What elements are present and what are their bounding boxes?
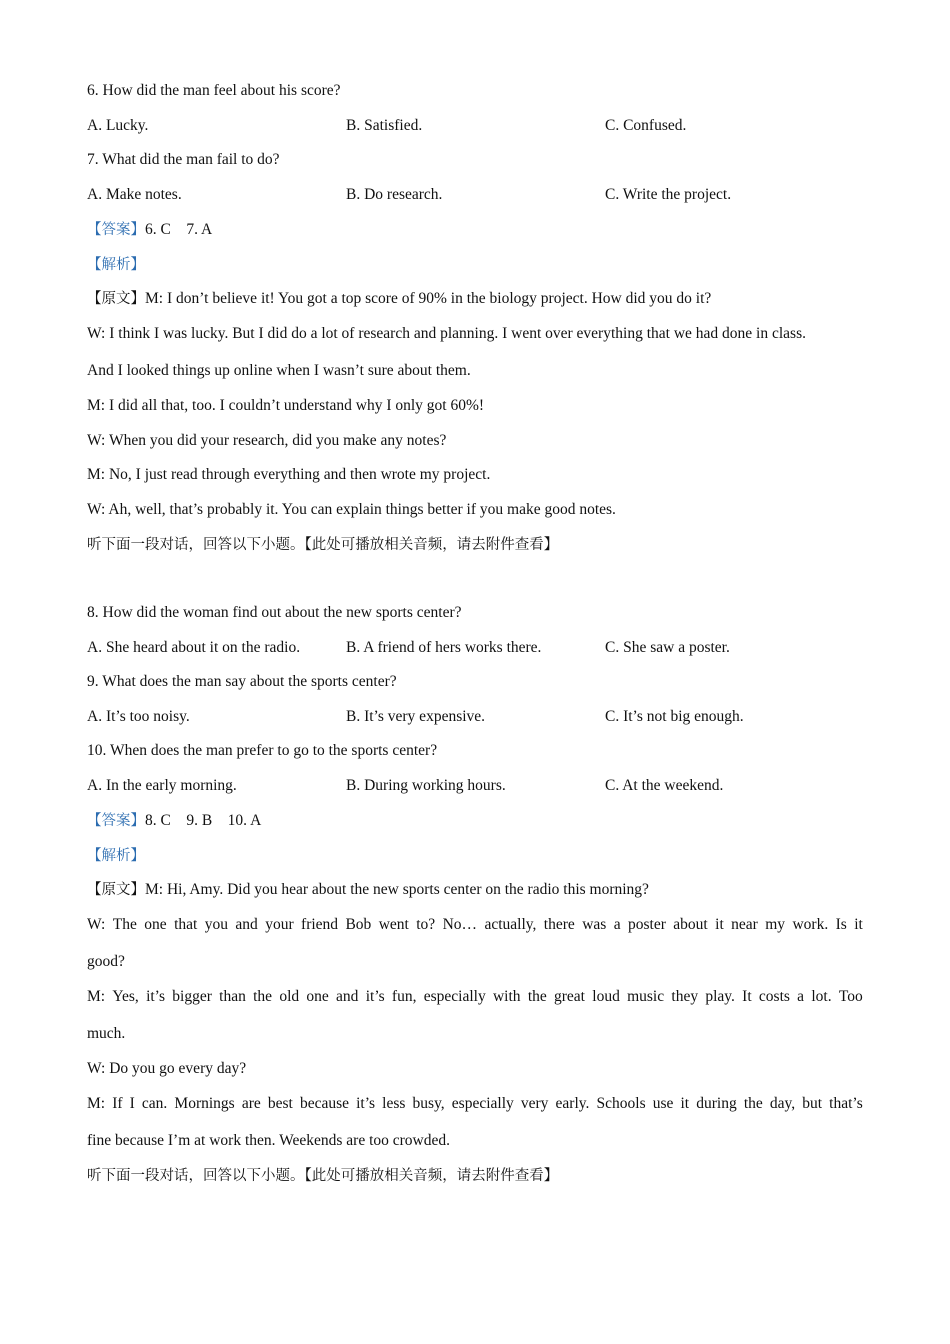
word: lot. [811, 988, 832, 1005]
word: Yes, [112, 988, 139, 1005]
word: best [267, 1095, 293, 1112]
word: music [627, 988, 665, 1005]
word: W: [87, 916, 106, 933]
word: Mornings [174, 1095, 235, 1112]
transcript-line: M: No, I just read through everything and then wrote my project. [87, 466, 491, 483]
audio-instruction: 听下面一段对话，回答以下小题。【此处可播放相关音频，请去附件查看】 [87, 1168, 559, 1184]
transcript-line: good? [87, 953, 125, 970]
option-c: C. Write the project. [605, 186, 732, 203]
word: I [129, 1095, 135, 1112]
word: but [802, 1095, 823, 1112]
word: it’s [146, 988, 166, 1005]
option-c: C. It’s not big enough. [605, 708, 744, 725]
word: the [253, 988, 273, 1005]
word: it [680, 1095, 690, 1112]
transcript-line: M: I did all that, too. I couldn’t understand why I only got 60%! [87, 397, 485, 414]
word: very [520, 1095, 549, 1112]
transcript-justified-line [87, 987, 863, 1007]
word: bigger [172, 988, 212, 1005]
word: the [743, 1095, 763, 1112]
word: Is [835, 916, 847, 933]
word: than [219, 988, 246, 1005]
option-b: B. Satisfied. [346, 117, 423, 134]
justified-row [87, 987, 863, 1007]
answer-text: 8. C 9. B 10. A [145, 812, 262, 829]
word: you [204, 916, 228, 933]
analysis-line [87, 846, 145, 866]
word: my [765, 916, 786, 933]
word: old [279, 988, 300, 1005]
option-c: C. At the weekend. [605, 777, 724, 794]
word: M: [87, 988, 106, 1005]
word: during [696, 1095, 737, 1112]
question-6: 6. How did the man feel about his score? [87, 82, 341, 99]
word: your [265, 916, 294, 933]
analysis-tag: 【解析】 [87, 848, 145, 864]
transcript-line: And I looked things up online when I wasn’t sure about them. [87, 362, 471, 379]
word: work. [792, 916, 829, 933]
transcript-line: W: When you did your research, did you make any notes? [87, 432, 447, 449]
answer-tag: 【答案】 [87, 222, 145, 238]
word: less [382, 1095, 406, 1112]
transcript-line: W: Ah, well, that’s probably it. You can explain things better if you make good notes. [87, 501, 616, 518]
transcript-justified-line [87, 915, 863, 935]
word: and [336, 988, 359, 1005]
word: the [527, 988, 547, 1005]
word: it [854, 916, 863, 933]
word: early. [555, 1095, 590, 1112]
transcript-line: W: I think I was lucky. But I did do a lot of research and planning. I went over everything that we had done in class. [87, 325, 806, 342]
word: are [241, 1095, 261, 1112]
transcript-line: W: Do you go every day? [87, 1060, 247, 1077]
word: Bob [345, 916, 372, 933]
option-c: C. Confused. [605, 117, 687, 134]
word: actually, [484, 916, 537, 933]
transcript-line: much. [87, 1025, 126, 1042]
transcript-line [87, 880, 649, 900]
word: was [582, 916, 607, 933]
word: to? [416, 916, 436, 933]
option-c: C. She saw a poster. [605, 639, 730, 656]
word: use [652, 1095, 674, 1112]
option-a: A. In the early morning. [87, 777, 237, 794]
answer-line [87, 220, 212, 240]
word: great [554, 988, 585, 1005]
word: it’s [365, 988, 385, 1005]
word: day, [769, 1095, 796, 1112]
option-a: A. It’s too noisy. [87, 708, 190, 725]
option-b: B. A friend of hers works there. [346, 639, 542, 656]
option-a: A. Make notes. [87, 186, 182, 203]
transcript-justified-line [87, 1094, 863, 1114]
word: M: [87, 1095, 106, 1112]
word: because [299, 1095, 349, 1112]
word: about [673, 916, 708, 933]
option-a: A. Lucky. [87, 117, 149, 134]
word: there [543, 916, 575, 933]
word: went [378, 916, 409, 933]
word: that [174, 916, 198, 933]
word: Schools [596, 1095, 646, 1112]
question-10: 10. When does the man prefer to go to the sports center? [87, 742, 438, 759]
word: play. [705, 988, 735, 1005]
question-9: 9. What does the man say about the sports center? [87, 673, 397, 690]
word: it’s [356, 1095, 376, 1112]
analysis-tag: 【解析】 [87, 257, 145, 273]
word: and [235, 916, 258, 933]
transcript-tag: 【原文】 [87, 291, 145, 307]
word: poster [628, 916, 666, 933]
question-7: 7. What did the man fail to do? [87, 151, 280, 168]
word: busy, [412, 1095, 445, 1112]
word: they [671, 988, 699, 1005]
answer-text: 6. C 7. A [145, 221, 213, 238]
word: fun, [391, 988, 417, 1005]
audio-instruction: 听下面一段对话，回答以下小题。【此处可播放相关音频，请去附件查看】 [87, 537, 559, 553]
word: costs [758, 988, 790, 1005]
justified-row [87, 915, 863, 935]
transcript-text: M: I don’t believe it! You got a top score of 90% in the biology project. How did you do it? [145, 290, 712, 307]
word: loud [592, 988, 620, 1005]
word: especially [423, 988, 486, 1005]
analysis-line [87, 255, 145, 275]
answer-tag: 【答案】 [87, 813, 145, 829]
word: near [731, 916, 758, 933]
transcript-tag: 【原文】 [87, 882, 145, 898]
word: friend [301, 916, 339, 933]
transcript-text: M: Hi, Amy. Did you hear about the new sports center on the radio this morning? [145, 881, 649, 898]
option-a: A. She heard about it on the radio. [87, 639, 301, 656]
word: No… [442, 916, 478, 933]
word: The [112, 916, 137, 933]
option-b: B. It’s very expensive. [346, 708, 486, 725]
word: especially [451, 1095, 514, 1112]
question-8: 8. How did the woman find out about the new sports center? [87, 604, 462, 621]
transcript-line [87, 289, 711, 309]
word: It [742, 988, 752, 1005]
word: can. [141, 1095, 168, 1112]
word: it [715, 916, 724, 933]
word: one [306, 988, 329, 1005]
option-b: B. Do research. [346, 186, 443, 203]
transcript-line: fine because I’m at work then. Weekends are too crowded. [87, 1132, 451, 1149]
word: a [797, 988, 805, 1005]
word: one [144, 916, 167, 933]
justified-row [87, 1094, 863, 1114]
word: If [112, 1095, 123, 1112]
word: with [492, 988, 521, 1005]
answer-line [87, 811, 261, 831]
word: that’s [829, 1095, 863, 1112]
word: Too [838, 988, 863, 1005]
option-b: B. During working hours. [346, 777, 506, 794]
word: a [613, 916, 621, 933]
